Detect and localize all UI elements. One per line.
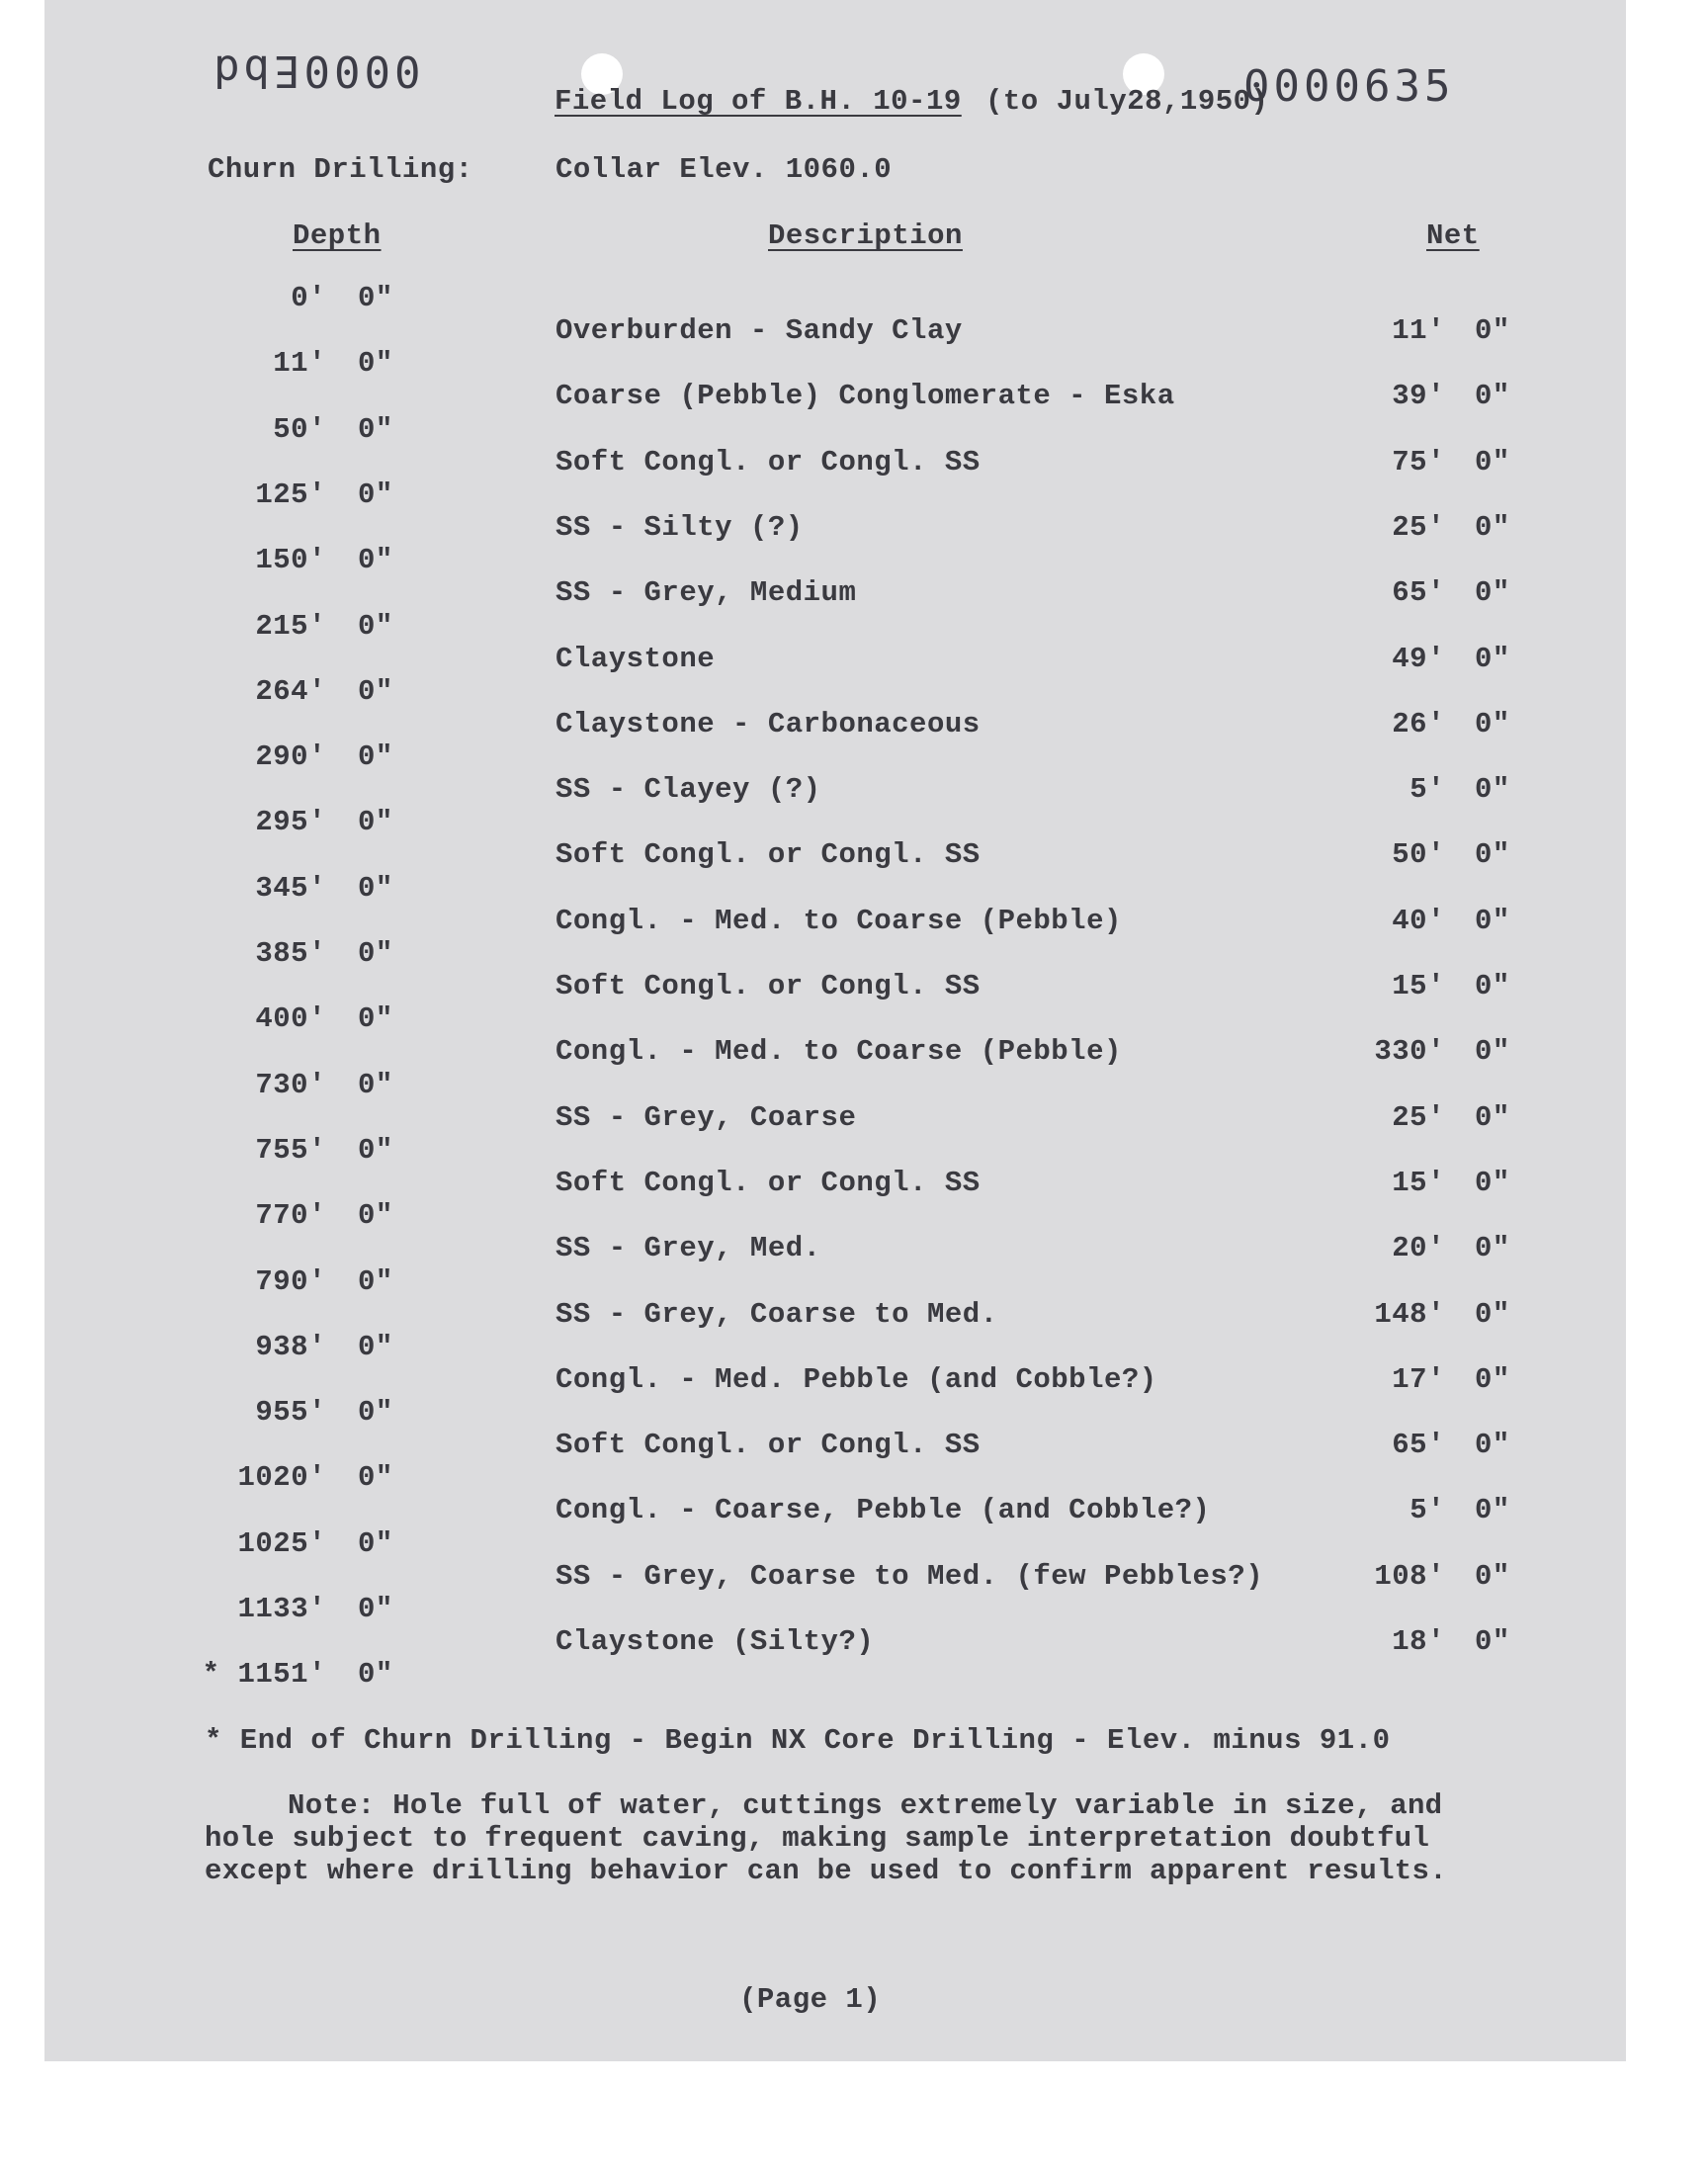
layer-description: Soft Congl. or Congl. SS: [555, 446, 981, 478]
depth-feet: 1133': [237, 1593, 326, 1625]
net-feet: 49': [1392, 643, 1445, 675]
net-inches: 0": [1475, 1232, 1510, 1264]
depth-inches: 0": [358, 1069, 393, 1101]
depth-inches: 0": [358, 1461, 393, 1494]
depth-inches: 0": [358, 413, 393, 446]
depth-feet: 215': [255, 610, 326, 643]
depth-inches: 0": [358, 478, 393, 511]
net-feet: 330': [1374, 1035, 1445, 1068]
net-feet: 148': [1374, 1298, 1445, 1331]
depth-feet: 264': [255, 675, 326, 708]
net-inches: 0": [1475, 314, 1510, 347]
depth-inches: 0": [358, 1134, 393, 1167]
net-inches: 0": [1475, 970, 1510, 1002]
net-inches: 0": [1475, 380, 1510, 412]
depth-inches: 0": [358, 872, 393, 905]
net-feet: 25': [1392, 511, 1445, 544]
layer-description: Claystone - Carbonaceous: [555, 708, 981, 740]
depth-inches: 0": [358, 1396, 393, 1429]
layer-description: SS - Grey, Coarse: [555, 1101, 857, 1134]
depth-feet: 1025': [237, 1527, 326, 1560]
net-inches: 0": [1475, 1363, 1510, 1396]
stamp-left: 0000Ebd: [210, 45, 421, 96]
depth-inches: 0": [358, 1265, 393, 1298]
description-header: Description: [768, 219, 963, 252]
net-feet: 5': [1409, 773, 1445, 806]
depth-feet: 770': [255, 1199, 326, 1232]
net-feet: 11': [1392, 314, 1445, 347]
depth-feet: 730': [255, 1069, 326, 1101]
depth-feet: 385': [255, 937, 326, 970]
depth-inches: 0": [358, 544, 393, 576]
layer-description: Congl. - Med. to Coarse (Pebble): [555, 905, 1122, 937]
net-inches: 0": [1475, 576, 1510, 609]
depth-inches: 0": [358, 1002, 393, 1035]
title-date: (to July28,1950): [985, 85, 1269, 118]
layer-description: SS - Clayey (?): [555, 773, 821, 806]
net-inches: 0": [1475, 905, 1510, 937]
stamp-right: 0000635: [1243, 61, 1455, 112]
depth-feet: * 1151': [202, 1658, 326, 1691]
net-inches: 0": [1475, 1625, 1510, 1658]
depth-feet: 150': [255, 544, 326, 576]
depth-feet: 938': [255, 1331, 326, 1363]
net-inches: 0": [1475, 1298, 1510, 1331]
net-feet: 50': [1392, 838, 1445, 871]
layer-description: Congl. - Med. to Coarse (Pebble): [555, 1035, 1122, 1068]
net-inches: 0": [1475, 1167, 1510, 1199]
net-header: Net: [1426, 219, 1480, 252]
depth-feet: 0': [291, 282, 326, 314]
net-feet: 15': [1392, 970, 1445, 1002]
layer-description: Overburden - Sandy Clay: [555, 314, 963, 347]
layer-description: SS - Grey, Med.: [555, 1232, 821, 1264]
depth-inches: 0": [358, 1658, 393, 1691]
method-label: Churn Drilling:: [208, 153, 473, 186]
depth-feet: 125': [255, 478, 326, 511]
net-inches: 0": [1475, 838, 1510, 871]
depth-feet: 11': [273, 347, 326, 380]
net-feet: 65': [1392, 576, 1445, 609]
page-number: (Page 1): [739, 1983, 882, 2016]
depth-inches: 0": [358, 282, 393, 314]
depth-feet: 955': [255, 1396, 326, 1429]
depth-inches: 0": [358, 675, 393, 708]
net-feet: 20': [1392, 1232, 1445, 1264]
layer-description: Soft Congl. or Congl. SS: [555, 838, 981, 871]
depth-inches: 0": [358, 1199, 393, 1232]
net-feet: 40': [1392, 905, 1445, 937]
depth-inches: 0": [358, 1527, 393, 1560]
layer-description: SS - Grey, Coarse to Med.: [555, 1298, 998, 1331]
depth-inches: 0": [358, 347, 393, 380]
layer-description: Soft Congl. or Congl. SS: [555, 1429, 981, 1461]
layer-description: SS - Grey, Coarse to Med. (few Pebbles?): [555, 1560, 1264, 1593]
depth-feet: 50': [273, 413, 326, 446]
depth-inches: 0": [358, 1593, 393, 1625]
footnote: * End of Churn Drilling - Begin NX Core Drilling - Elev. minus 91.0: [205, 1724, 1391, 1757]
depth-inches: 0": [358, 740, 393, 773]
depth-feet: 295': [255, 806, 326, 838]
layer-description: Soft Congl. or Congl. SS: [555, 1167, 981, 1199]
collar-elevation: Collar Elev. 1060.0: [555, 153, 893, 186]
note-paragraph: Note: Hole full of water, cuttings extremely variable in size, and hole subject to frequent caving, making sample interpretation doubtful except where drilling behavior can be used to confirm apparent results.: [205, 1789, 1447, 1887]
net-feet: 17': [1392, 1363, 1445, 1396]
net-inches: 0": [1475, 773, 1510, 806]
layer-description: Congl. - Med. Pebble (and Cobble?): [555, 1363, 1157, 1396]
net-inches: 0": [1475, 643, 1510, 675]
depth-feet: 755': [255, 1134, 326, 1167]
document-title: Field Log of B.H. 10-19: [555, 85, 962, 118]
depth-feet: 1020': [237, 1461, 326, 1494]
net-feet: 39': [1392, 380, 1445, 412]
depth-feet: 400': [255, 1002, 326, 1035]
net-inches: 0": [1475, 446, 1510, 478]
net-inches: 0": [1475, 1494, 1510, 1526]
net-feet: 75': [1392, 446, 1445, 478]
depth-header: Depth: [293, 219, 382, 252]
depth-inches: 0": [358, 806, 393, 838]
net-feet: 18': [1392, 1625, 1445, 1658]
depth-feet: 790': [255, 1265, 326, 1298]
net-inches: 0": [1475, 1035, 1510, 1068]
net-inches: 0": [1475, 511, 1510, 544]
depth-feet: 290': [255, 740, 326, 773]
depth-feet: 345': [255, 872, 326, 905]
net-feet: 5': [1409, 1494, 1445, 1526]
net-inches: 0": [1475, 1429, 1510, 1461]
net-inches: 0": [1475, 708, 1510, 740]
layer-description: Claystone: [555, 643, 716, 675]
net-inches: 0": [1475, 1560, 1510, 1593]
layer-description: SS - Grey, Medium: [555, 576, 857, 609]
layer-description: Coarse (Pebble) Conglomerate - Eska: [555, 380, 1175, 412]
layer-description: SS - Silty (?): [555, 511, 804, 544]
depth-inches: 0": [358, 937, 393, 970]
layer-description: Claystone (Silty?): [555, 1625, 875, 1658]
net-feet: 65': [1392, 1429, 1445, 1461]
net-feet: 25': [1392, 1101, 1445, 1134]
net-feet: 15': [1392, 1167, 1445, 1199]
depth-inches: 0": [358, 610, 393, 643]
layer-description: Soft Congl. or Congl. SS: [555, 970, 981, 1002]
net-inches: 0": [1475, 1101, 1510, 1134]
layer-description: Congl. - Coarse, Pebble (and Cobble?): [555, 1494, 1211, 1526]
net-feet: 108': [1374, 1560, 1445, 1593]
net-feet: 26': [1392, 708, 1445, 740]
depth-inches: 0": [358, 1331, 393, 1363]
